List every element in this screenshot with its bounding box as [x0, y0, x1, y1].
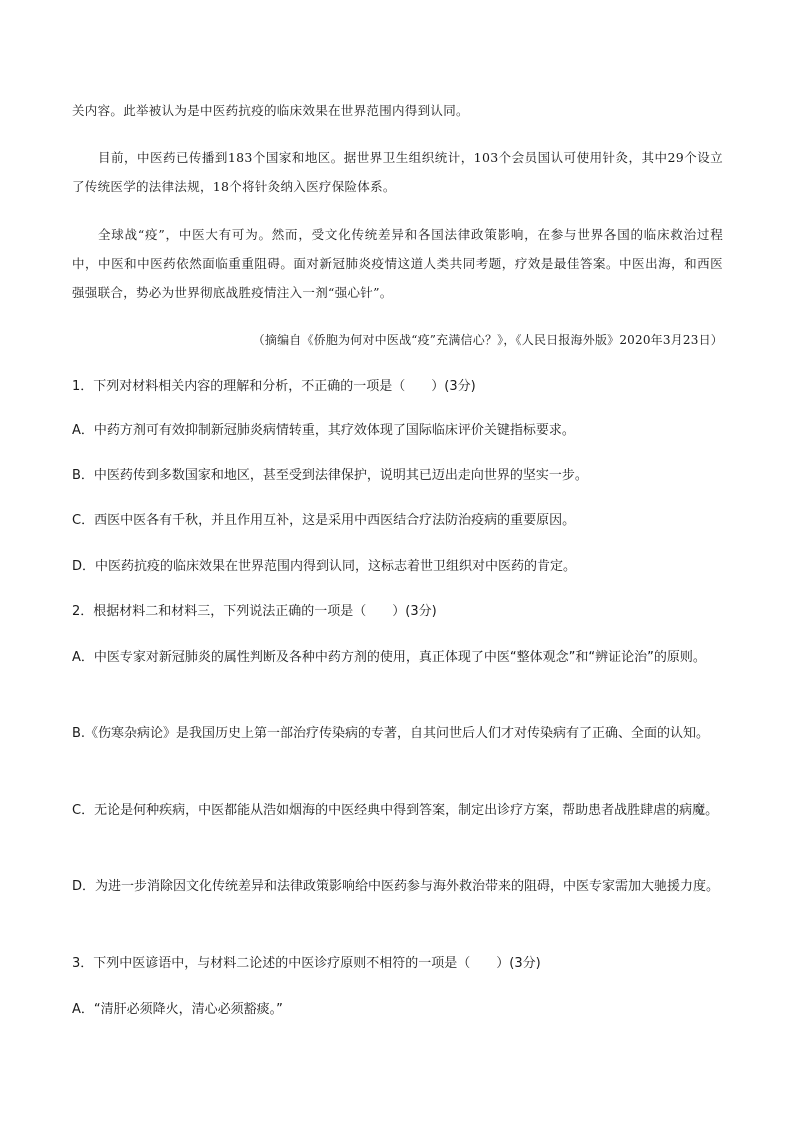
question-2-option-d: D．为进一步消除因文化传统差异和法律政策影响给中医药参与海外救治带来的阻碍，中医专家需加大驰援力度。 — [72, 879, 720, 894]
passage-paragraph-1: 目前，中医药已传播到183个国家和地区。据世界卫生组织统计，103个会员国认可使用针灸，其中29个设立了传统医学的法律法规，18个将针灸纳入医疗保险体系。 — [72, 150, 723, 194]
question-2-stem: 2．根据材料二和材料三，下列说法正确的一项是（ ）(3分) — [72, 604, 437, 619]
question-1-option-d: D．中医药抗疫的临床效果在世界范围内得到认同，这标志着世卫组织对中医药的肯定。 — [72, 559, 577, 574]
question-1-option-b: B．中医药传到多数国家和地区，甚至受到法律保护，说明其已迈出走向世界的坚实一步。 — [72, 468, 588, 483]
passage-paragraph-0: 关内容。此举被认为是中医药抗疫的临床效果在世界范围内得到认同。 — [72, 103, 469, 118]
question-1-option-c: C．西医中医各有千秋，并且作用互补，这是采用中西医结合疗法防治疫病的重要原因。 — [72, 513, 576, 528]
question-2-option-c: C．无论是何种疾病，中医都能从浩如烟海的中医经典中得到答案，制定出诊疗方案，帮助患者战胜肆虐的病魔。 — [72, 803, 719, 818]
passage-source: （摘编自《侨胞为何对中医战“疫”充满信心？》，《人民日报海外版》2020年3月23日） — [252, 333, 723, 347]
question-2-option-b: B.《伤寒杂病论》是我国历史上第一部治疗传染病的专著，自其问世后人们才对传染病有了正确、全面的认知。 — [72, 726, 710, 741]
question-1-stem: 1．下列对材料相关内容的理解和分析，不正确的一项是（ ）(3分) — [72, 379, 476, 394]
question-3-stem: 3．下列中医谚语中，与材料二论述的中医诊疗原则不相符的一项是（ ）(3分) — [72, 956, 541, 971]
passage-paragraph-2: 全球战“疫”，中医大有可为。然而，受文化传统差异和各国法律政策影响，在参与世界各国的临床救治过程中，中医和中医药依然面临重重阻碍。面对新冠肺炎疫情这道人类共同考题，疗效是最佳答案。中医出海，和西医强强联合，势必为世界彻底战胜疫情注入一剂“强心针”。 — [72, 227, 723, 300]
question-1-option-a: A．中药方剂可有效抑制新冠肺炎病情转重，其疗效体现了国际临床评价关键指标要求。 — [72, 423, 575, 438]
question-2-option-a: A．中医专家对新冠肺炎的属性判断及各种中药方剂的使用，真正体现了中医“整体观念”和“辨证论治”的原则。 — [72, 650, 706, 665]
question-3-option-a: A．“清肝必须降火，清心必须豁痰。” — [72, 1002, 283, 1017]
